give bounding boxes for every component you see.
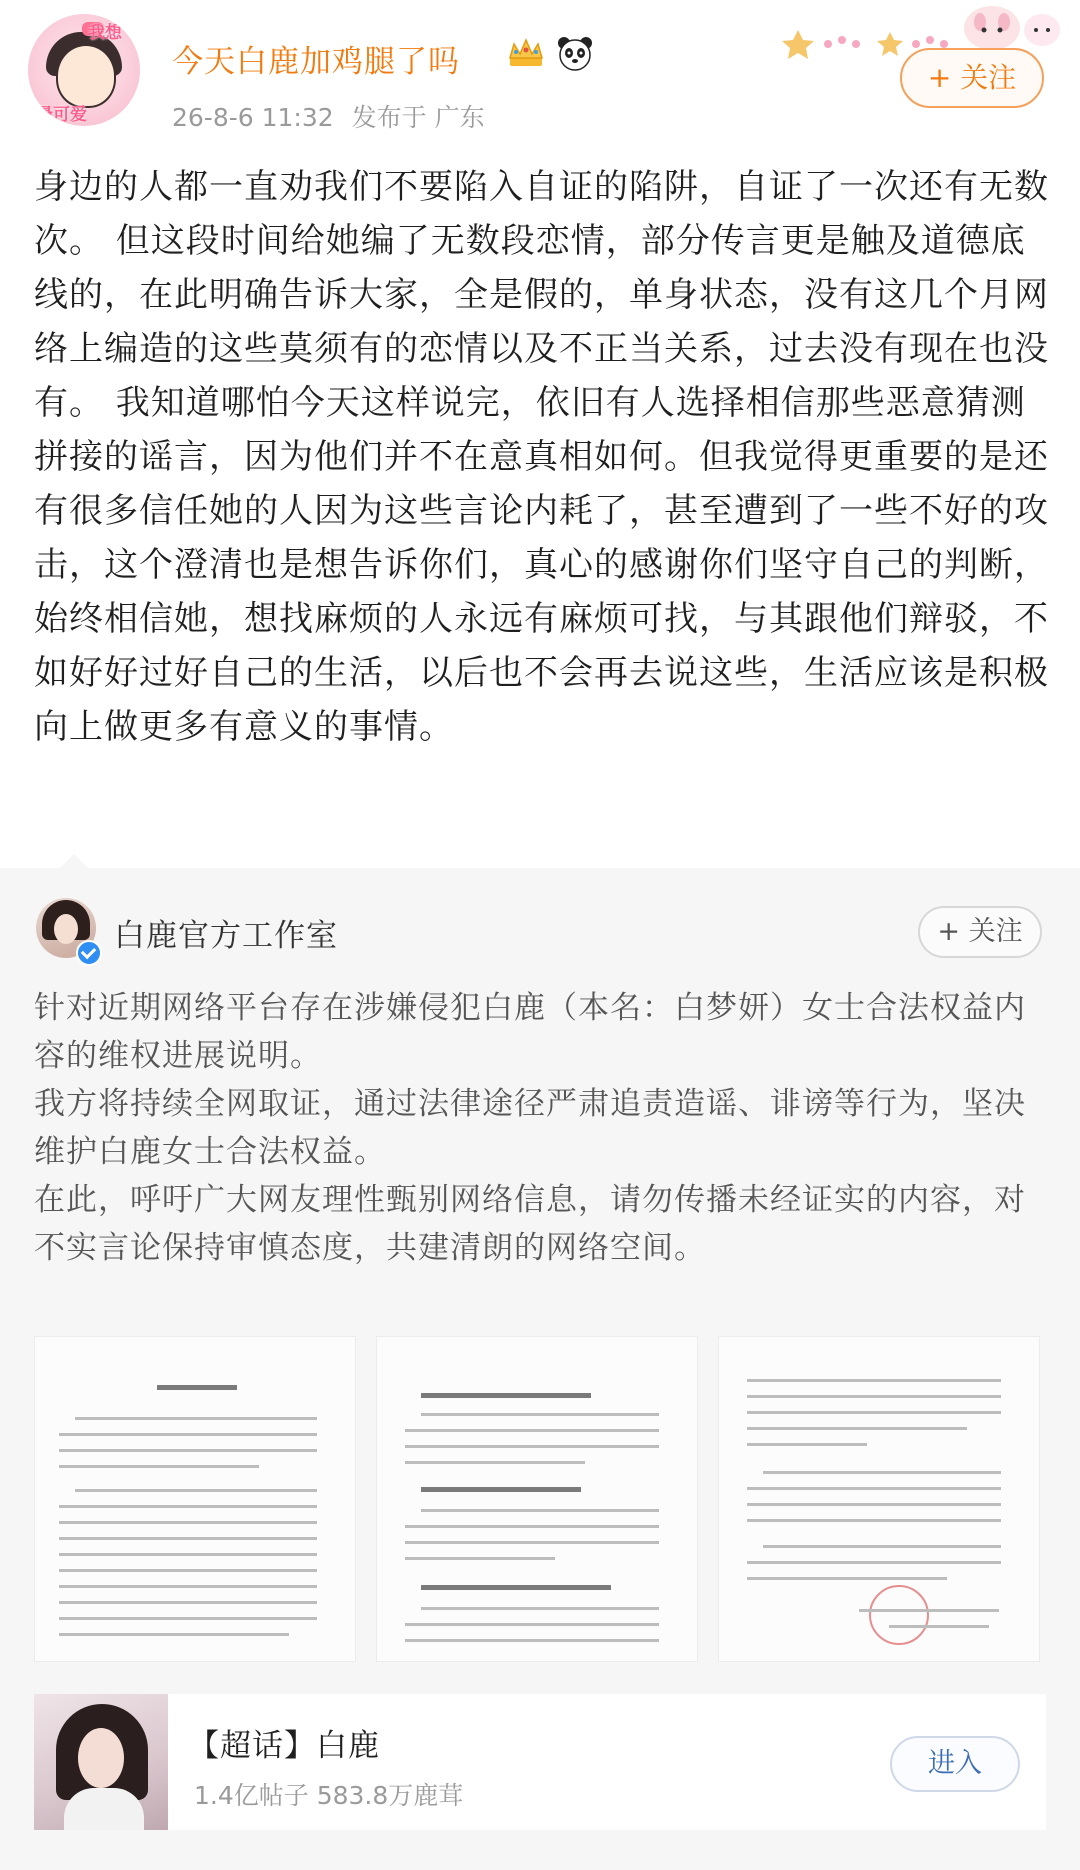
topic-card[interactable] (34, 1694, 1046, 1830)
doc-text-line (421, 1607, 659, 1610)
username[interactable]: 今天白鹿加鸡腿了吗 (172, 44, 460, 80)
doc-text-line (889, 1625, 989, 1628)
doc-text-line (59, 1569, 317, 1572)
doc-text-line (747, 1577, 947, 1580)
enter-button[interactable]: 进入 (890, 1736, 1020, 1792)
doc-text-line (747, 1561, 1001, 1564)
doc-text-line (405, 1623, 659, 1626)
post-header (0, 0, 1080, 140)
doc-text-line (59, 1505, 317, 1508)
follow-button[interactable]: + 关注 (900, 48, 1044, 108)
repost-paragraph: 我方将持续全网取证，通过法律途径严肃追责造谣、诽谤等行为，坚决维护白鹿女士合法权益。 (34, 1086, 1026, 1170)
doc-text-line (59, 1449, 317, 1452)
avatar-face (56, 44, 116, 108)
doc-text-line (405, 1557, 555, 1560)
doc-text-line (59, 1553, 317, 1556)
doc-text-line (405, 1525, 659, 1528)
doc-text-line (59, 1465, 259, 1468)
topic-title: 【超话】白鹿 (188, 1728, 380, 1764)
doc-title-line (421, 1585, 611, 1590)
doc-text-line (763, 1471, 1001, 1474)
doc-text-line (59, 1433, 317, 1436)
post-timestamp: 26-8-6 11:32 (172, 103, 334, 132)
repost-notch (60, 854, 88, 868)
doc-text-line (859, 1609, 999, 1612)
topic-thumbnail-face (78, 1728, 124, 1788)
doc-text-line (405, 1461, 585, 1464)
topic-thumbnail (34, 1694, 168, 1830)
panda-icon (556, 34, 594, 72)
doc-text-line (747, 1395, 1001, 1398)
doc-text-line (747, 1487, 1001, 1490)
doc-text-line (405, 1445, 659, 1448)
repost-paragraph: 针对近期网络平台存在涉嫌侵犯白鹿（本名：白梦妍）女士合法权益内容的维权进展说明。 (34, 990, 1026, 1074)
doc-text-line (763, 1545, 1001, 1548)
document-image-3[interactable] (718, 1336, 1040, 1662)
post-meta (172, 98, 503, 134)
doc-text-line (59, 1601, 317, 1604)
doc-text-line (59, 1617, 317, 1620)
avatar-sticker-text: 我想 (88, 23, 122, 43)
doc-text-line (405, 1541, 659, 1544)
doc-text-line (59, 1585, 317, 1588)
doc-text-line (59, 1521, 317, 1524)
doc-text-line (747, 1443, 867, 1446)
doc-text-line (405, 1429, 659, 1432)
repost-text (34, 984, 1054, 1272)
doc-text-line (747, 1379, 1001, 1382)
studio-name[interactable]: 白鹿官方工作室 (114, 918, 338, 954)
user-avatar[interactable] (28, 14, 140, 126)
studio-follow-button[interactable]: + 关注 (918, 906, 1042, 958)
doc-title-line (421, 1487, 581, 1492)
doc-text-line (59, 1537, 317, 1540)
doc-text-line (75, 1489, 317, 1492)
document-image-1[interactable] (34, 1336, 356, 1662)
doc-text-line (421, 1413, 659, 1416)
red-seal-stamp-icon (869, 1585, 929, 1645)
doc-title-line (421, 1393, 591, 1398)
doc-text-line (747, 1503, 1001, 1506)
doc-text-line (421, 1509, 659, 1512)
post-text: 身边的人都一直劝我们不要陷入自证的陷阱，自证了一次还有无数次。 但这段时间给她编了无数段恋情，部分传言更是触及道德底线的，在此明确告诉大家，全是假的，单身状态，没有这几个月网络上编造的这些莫须有的恋情以及不正当关系，过去没有现在也没有。 我知道哪怕今天这样说完，依旧有人选择相信那些恶意猜测拼接的谣言，因为他们并不在意真相如何。但我觉得更重要的是还有很多信任她的人因为这些言论内耗了，甚至遭到了一些不好的攻击，这个澄清也是想告诉你们，真心的感谢你们坚守自己的判断，始终相信她，想找麻烦的人永远有麻烦可找，与其跟他们辩驳，不如好好过好自己的生活，以后也不会再去说这些，生活应该是积极向上做更多有意义的事情。 (34, 167, 1049, 747)
doc-text-line (747, 1411, 1001, 1414)
doc-text-line (405, 1639, 659, 1642)
crown-icon (506, 38, 546, 70)
studio-avatar-face (54, 914, 78, 944)
topic-stats: 1.4亿帖子 583.8万鹿茸 (194, 1781, 464, 1810)
doc-text-line (59, 1633, 289, 1636)
doc-title-line (157, 1385, 237, 1390)
doc-text-line (75, 1417, 317, 1420)
topic-thumbnail-body (64, 1788, 144, 1830)
doc-text-line (747, 1519, 1001, 1522)
post-location: 发布于 广东 (351, 103, 485, 132)
document-image-2[interactable] (376, 1336, 698, 1662)
verified-badge-icon (76, 940, 102, 966)
repost-paragraph: 在此，呼吁广大网友理性甄别网络信息，请勿传播未经证实的内容，对不实言论保持审慎态度，共建清朗的网络空间。 (34, 1182, 1026, 1266)
doc-text-line (747, 1427, 967, 1430)
avatar-sticker-text: 最可爱 (36, 105, 87, 125)
